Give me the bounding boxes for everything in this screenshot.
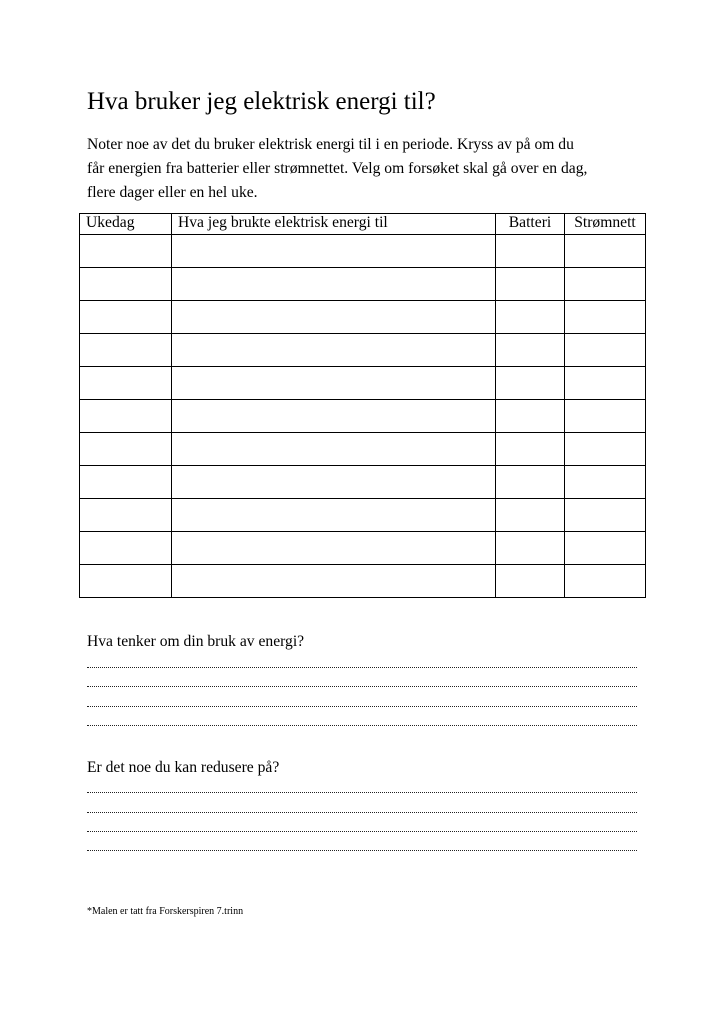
- table-row: [80, 400, 646, 433]
- answer-line[interactable]: [87, 725, 637, 726]
- table-row: [80, 433, 646, 466]
- intro-line: får energien fra batterier eller strømnettet. Velg om forsøket skal gå over en dag,: [87, 160, 588, 177]
- cell-ukedag[interactable]: [80, 433, 172, 466]
- cell-batteri[interactable]: [496, 499, 565, 532]
- table-row: [80, 565, 646, 598]
- cell-ukedag[interactable]: [80, 466, 172, 499]
- cell-usage[interactable]: [172, 433, 496, 466]
- cell-batteri[interactable]: [496, 466, 565, 499]
- cell-stromnett[interactable]: [565, 466, 646, 499]
- cell-usage[interactable]: [172, 499, 496, 532]
- cell-ukedag[interactable]: [80, 565, 172, 598]
- header-ukedag: Ukedag: [80, 214, 172, 235]
- cell-ukedag[interactable]: [80, 235, 172, 268]
- cell-ukedag[interactable]: [80, 367, 172, 400]
- answer-line[interactable]: [87, 686, 637, 687]
- table-row: [80, 466, 646, 499]
- cell-stromnett[interactable]: [565, 433, 646, 466]
- cell-stromnett[interactable]: [565, 400, 646, 433]
- cell-batteri[interactable]: [496, 268, 565, 301]
- cell-batteri[interactable]: [496, 565, 565, 598]
- header-batteri: Batteri: [496, 214, 565, 235]
- table-row: [80, 532, 646, 565]
- table-body: [80, 235, 646, 598]
- header-usage: Hva jeg brukte elektrisk energi til: [172, 214, 496, 235]
- cell-ukedag[interactable]: [80, 334, 172, 367]
- cell-usage[interactable]: [172, 565, 496, 598]
- table-row: [80, 499, 646, 532]
- answer-line[interactable]: [87, 831, 637, 832]
- cell-ukedag[interactable]: [80, 499, 172, 532]
- table-row: [80, 301, 646, 334]
- cell-batteri[interactable]: [496, 367, 565, 400]
- footnote: *Malen er tatt fra Forskerspiren 7.trinn: [87, 906, 244, 917]
- cell-stromnett[interactable]: [565, 268, 646, 301]
- cell-stromnett[interactable]: [565, 301, 646, 334]
- answer-line[interactable]: [87, 706, 637, 707]
- table-row: [80, 268, 646, 301]
- header-stromnett: Strømnett: [565, 214, 646, 235]
- intro-text: [87, 133, 647, 205]
- energy-log-table: [79, 213, 646, 598]
- question-reduce: Er det noe du kan redusere på?: [87, 759, 280, 776]
- intro-line: flere dager eller en hel uke.: [87, 184, 258, 201]
- table-row: [80, 334, 646, 367]
- cell-stromnett[interactable]: [565, 532, 646, 565]
- intro-line: Noter noe av det du bruker elektrisk energi til i en periode. Kryss av på om du: [87, 136, 574, 153]
- cell-stromnett[interactable]: [565, 565, 646, 598]
- cell-usage[interactable]: [172, 532, 496, 565]
- cell-ukedag[interactable]: [80, 301, 172, 334]
- cell-usage[interactable]: [172, 367, 496, 400]
- cell-ukedag[interactable]: [80, 532, 172, 565]
- answer-line[interactable]: [87, 792, 637, 793]
- table-row: [80, 367, 646, 400]
- cell-ukedag[interactable]: [80, 268, 172, 301]
- cell-batteri[interactable]: [496, 334, 565, 367]
- cell-stromnett[interactable]: [565, 367, 646, 400]
- cell-usage[interactable]: [172, 400, 496, 433]
- cell-batteri[interactable]: [496, 433, 565, 466]
- cell-usage[interactable]: [172, 466, 496, 499]
- answer-line[interactable]: [87, 667, 637, 668]
- page-title: Hva bruker jeg elektrisk energi til?: [87, 88, 436, 115]
- table-header-row: [80, 214, 646, 235]
- cell-usage[interactable]: [172, 334, 496, 367]
- answer-line[interactable]: [87, 850, 637, 851]
- cell-usage[interactable]: [172, 268, 496, 301]
- cell-usage[interactable]: [172, 301, 496, 334]
- cell-stromnett[interactable]: [565, 499, 646, 532]
- cell-batteri[interactable]: [496, 301, 565, 334]
- answer-line[interactable]: [87, 812, 637, 813]
- cell-batteri[interactable]: [496, 400, 565, 433]
- cell-stromnett[interactable]: [565, 235, 646, 268]
- cell-ukedag[interactable]: [80, 400, 172, 433]
- cell-batteri[interactable]: [496, 532, 565, 565]
- table-row: [80, 235, 646, 268]
- cell-stromnett[interactable]: [565, 334, 646, 367]
- cell-batteri[interactable]: [496, 235, 565, 268]
- question-reflection: Hva tenker om din bruk av energi?: [87, 633, 305, 650]
- cell-usage[interactable]: [172, 235, 496, 268]
